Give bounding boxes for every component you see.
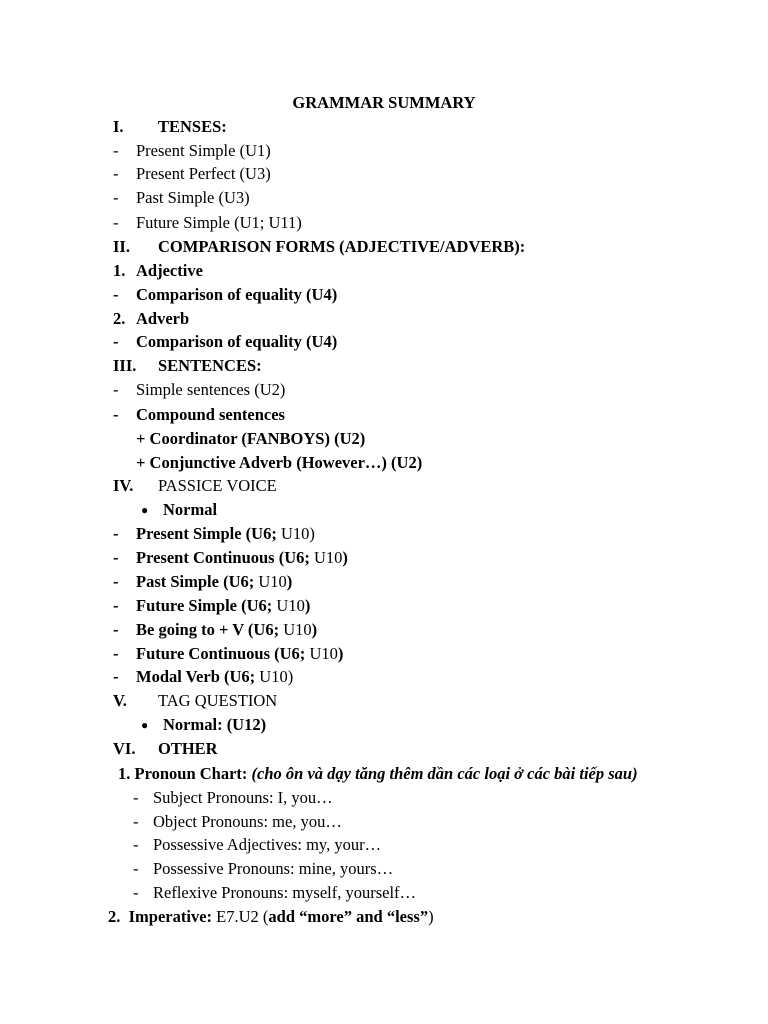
passive-item: Past Simple (U6; U10) [136,572,293,591]
tense-item: Past Simple (U3) [136,188,250,207]
section-5-number: V. [113,691,127,710]
passive-item: Modal Verb (U6; U10) [136,667,294,686]
imperative-line: 2. Imperative: E7.U2 (add “more” and “less”) [108,907,434,926]
comparison-item: Comparison of equality (U4) [136,332,338,351]
list-dash: - [113,213,119,232]
sentence-item: Simple sentences (U2) [136,380,286,399]
list-dash: - [133,812,139,831]
subsection-number: 1. [113,261,126,280]
bullet-icon: ● [141,718,149,732]
bullet-item: Normal: (U12) [163,715,267,734]
section-6-heading: OTHER [158,739,218,758]
section-1-heading: TENSES: [158,117,227,136]
subsection-number: 2. [113,309,126,328]
tense-item: Future Simple (U1; U11) [136,213,302,232]
tense-item: Present Perfect (U3) [136,164,271,183]
pronoun-item: Possessive Pronouns: mine, yours… [153,859,394,878]
comparison-item: Comparison of equality (U4) [136,285,338,304]
list-dash: - [113,644,119,663]
list-dash: - [133,835,139,854]
list-dash: - [113,332,119,351]
passive-item: Be going to + V (U6; U10) [136,620,318,639]
list-dash: - [113,596,119,615]
section-2-heading: COMPARISON FORMS (ADJECTIVE/ADVERB): [158,237,526,256]
bullet-icon: ● [141,503,149,517]
pronoun-item: Object Pronouns: me, you… [153,812,342,831]
list-dash: - [113,164,119,183]
passive-item: Present Continuous (U6; U10) [136,548,348,567]
list-dash: - [113,380,119,399]
page-title: GRAMMAR SUMMARY [292,93,476,112]
subsection-adjective: Adjective [136,261,203,280]
section-4-number: IV. [113,476,134,495]
pronoun-item: Subject Pronouns: I, you… [153,788,333,807]
list-dash: - [113,141,119,160]
section-2-number: II. [113,237,130,256]
list-dash: - [133,859,139,878]
section-3-number: III. [113,356,137,375]
list-dash: - [113,572,119,591]
passive-item: Future Simple (U6; U10) [136,596,311,615]
section-3-heading: SENTENCES: [158,356,262,375]
list-dash: - [113,188,119,207]
list-dash: - [113,405,119,424]
section-4-heading: PASSICE VOICE [158,476,277,495]
pronoun-chart-heading: 1. Pronoun Chart: (cho ôn và dạy tăng thêm dần các loại ở các bài tiếp sau) [118,764,638,783]
pronoun-item: Reflexive Pronouns: myself, yourself… [153,883,417,902]
section-5-heading: TAG QUESTION [158,691,278,710]
section-6-number: VI. [113,739,136,758]
list-dash: - [113,285,119,304]
sentence-subitem: + Conjunctive Adverb (However…) (U2) [136,453,423,472]
list-dash: - [133,883,139,902]
passive-item: Future Continuous (U6; U10) [136,644,344,663]
sentence-item: Compound sentences [136,405,285,424]
list-dash: - [113,667,119,686]
list-dash: - [113,548,119,567]
bullet-item: Normal [163,500,218,519]
list-dash: - [133,788,139,807]
sentence-subitem: + Coordinator (FANBOYS) (U2) [136,429,366,448]
section-1-number: I. [113,117,124,136]
pronoun-item: Possessive Adjectives: my, your… [153,835,382,854]
list-dash: - [113,620,119,639]
tense-item: Present Simple (U1) [136,141,271,160]
passive-item: Present Simple (U6; U10) [136,524,315,543]
list-dash: - [113,524,119,543]
subsection-adverb: Adverb [136,309,190,328]
